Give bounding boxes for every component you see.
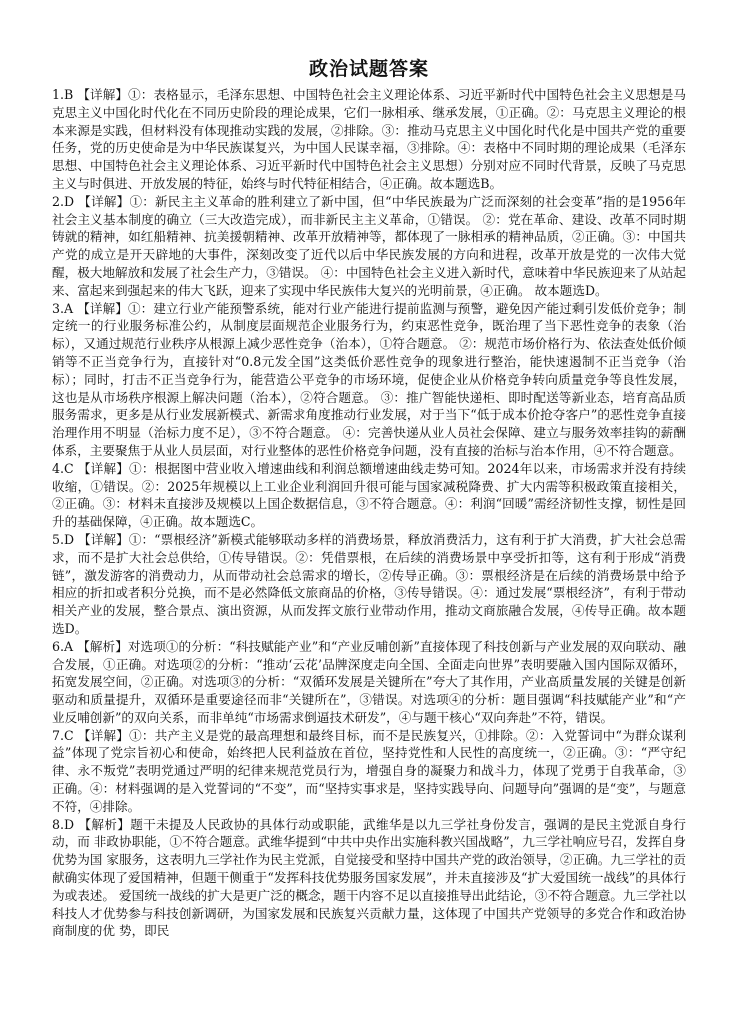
answer-item-4: [52, 460, 686, 531]
page-title: 政治试题答案: [308, 58, 429, 80]
answer-body: 对选项①的分析：“科技赋能产业”和“产业反哺创新”直接体现了科技创新与产业发展的双向联动、融合发展，①正确。对选项②的分析：“推动‘云花’品牌深度走向全国、全面走向世界”表明要融入国内国际双循环，拓宽发展空间，②正确。对选项③的分析：“双循环发展是关键所在”夸大了其作用，产业高质量发展的关键是创新驱动和质量提升，双循环是重要途径而非“关键所在”，③错误。对选项④的分析：题目强调“科技赋能产业”和“产业反哺创新”的双向关系，而非单纯“市场需求倒逼技术研发”，④与题干核心“双向奔赴”不符，错误。: [52, 638, 686, 725]
answer-item-6: [52, 638, 686, 727]
answer-body: ①：建立行业产能预警系统，能对行业产能进行提前监测与预警，避免因产能过剩引发低价竞争；制定统一的行业服务标准公约，从制度层面规范企业服务行为，约束恶性竞争，既治理了当下恶性竞争的表象（治标），又通过规范行业秩序从根源上减少恶性竞争（治本），①符合题意。 ②：规范市场价格行为、依法查处低价倾销等不正当竞争行为，直接针对“0.8元发全国”这类低价恶性竞争的现象进行整治，能快速遏制不正当竞争（治标）；同时，打击不正当竞争行为，能营造公平竞争的市场环境，促使企业从价格竞争转向质量竞争等良性发展，这也是从市场秩序根源上解决问题（治本），②符合题意。 ③：推广智能快递柜、即时配送等新业态，培育高品质服务需求，更多是从行业发展新模式、新需求角度推动行业发展，对于当下“低于成本价抢夺客户”的恶性竞争直接治理作用不明显（治标力度不足），③不符合题意。 ④：完善快递从业人员社会保障、建立与服务效率挂钩的薪酬体系，主要聚焦于从业人员层面，对行业整体的恶性价格竞争问题，没有直接的治标与治本作用，④不符合题意。: [52, 300, 686, 458]
answer-head: 8.D 【解析】: [52, 816, 131, 832]
answer-item-7: [52, 727, 686, 816]
answer-item-2: [52, 193, 686, 300]
answer-body: ①：共产主义是党的最高理想和最终目标，而不是民族复兴，①排除。②：入党誓词中“为群众谋利益”体现了党宗旨初心和使命，始终把人民利益放在首位，坚持党性和人民性的高度统一，②正确。③：“严守纪律、永不叛党”表明党通过严明的纪律来规范党员行为，增强自身的凝聚力和战斗力，体现了党勇于自我革命，③正确。④：材料强调的是入党誓词的“不变”，而“坚持实事求是，坚持实践导向、问题导向”强调的是“变”，与题意不符，④排除。: [52, 727, 686, 814]
answer-body: ①：“票根经济”新模式能够联动多样的消费场景，释放消费活力，这有利于扩大消费，扩大社会总需求，而不是扩大社会总供给，①传导错误。②：凭借票根，在后续的消费场景中享受折扣等，这有利于形成“消费链”，激发游客的消费动力，从而带动社会总需求的增长，②传导正确。③：票根经济是在后续的消费场景中给予相应的折扣或者积分兑换，而不是必然降低文旅商品的价格，③传导错误。④：通过发展“票根经济”，有利于带动相关产业的发展，整合景点、演出资源，从而发挥文旅行业带动作用，推动文商旅融合发展，④传导正确。故本题选D。: [52, 531, 686, 636]
answer-item-1: [52, 86, 686, 193]
answer-head: 2.D 【详解】: [52, 193, 130, 209]
answer-body: 题干未提及人民政协的具体行动或职能，武维华是以九三学社身份发言，强调的是民主党派自身行动，而 非政协职能，①不符合题意。武维华提到“中共中央作出实施科教兴国战略”，九三学社响应号召，发挥自身优势为国 家服务，这表明九三学社作为民主党派，自觉接受和坚持中国共产党的政治领导，②正确。九三学社的贡献确实体现了爱国精神，但题干侧重于“发挥科技优势服务国家发展”，并未直接涉及“扩大爱国统一战线”的具体行为或表述。 爱国统一战线的扩大是更广泛的概念，题干内容不足以直接推导出此结论，③不符合题意。九三学社以科技人才优势参与科技创新调研，为国家发展和民族复兴贡献力量，这体现了中国共产党领导的多党合作和政治协商制度的优 势，即民: [52, 816, 686, 939]
answer-head: 6.A 【解析】: [52, 638, 128, 654]
answer-body: ①：表格显示，毛泽东思想、中国特色社会主义理论体系、习近平新时代中国特色社会主义思想是马克思主义中国化时代化在不同历史阶段的理论成果，它们一脉相承、继承发展，①正确。②：马克思主义理论的根本来源是实践，但材料没有体现推动实践的发展，②排除。③：推动马克思主义中国化时代化是中国共产党的重要任务，党的历史使命是为中华民族谋复兴，为中国人民谋幸福，③排除。④：表格中不同时期的理论成果（毛泽东思想、中国特色社会主义理论体系、习近平新时代中国特色社会主义思想）分别对应不同时代背景，反映了马克思主义与时俱进、开放发展的特征，始终与时代特征相结合，④正确。故本题选B。: [52, 87, 686, 191]
answer-head: 4.C 【详解】: [52, 460, 130, 476]
answer-head: 3.A 【详解】: [52, 300, 128, 316]
answer-head: 7.C 【详解】: [52, 727, 130, 743]
answer-head: 1.B 【详解】: [52, 87, 129, 102]
answer-body: ①：新民主主义革命的胜利建立了新中国，但“中华民族最为广泛而深刻的社会变革”指的是1956年社会主义基本制度的确立（三大改造完成），而非新民主主义革命，①错误。 ②：党在革命、建设、改革不同时期铸就的精神，如红船精神、抗美援朝精神、改革开放精神等，都体现了一脉相承的精神品质，②正确。③：中国共产党的成立是开天辟地的大事件，深刻改变了近代以后中华民族发展的方向和进程，改革开放是党的一次伟大觉醒，极大地解放和发展了社会生产力，③错误。 ④：中国特色社会主义进入新时代，意味着中华民族迎来了从站起来、富起来到强起来的伟大飞跃，迎来了实现中华民族伟大复兴的光明前景，④正确。 故本题选D。: [52, 193, 686, 298]
answer-item-3: [52, 300, 686, 460]
answer-sheet: [52, 56, 686, 1006]
answer-item-8: [52, 816, 686, 941]
answer-item-5: [52, 531, 686, 638]
answer-body: ①：根据图中营业收入增速曲线和利润总额增速曲线走势可知。2024年以来，市场需求并没有持续收缩，①错误。②：2025年规模以上工业企业利润回升很可能与国家减税降费、扩大内需等积极政策直接相关，②正确。③：材料未直接涉及规模以上国企数据信息，③不符合题意。④：利润“回暖”需经济韧性支撑，韧性是回升的基础保障，④正确。故本题选C。: [52, 460, 686, 530]
answer-head: 5.D 【详解】: [52, 531, 129, 547]
